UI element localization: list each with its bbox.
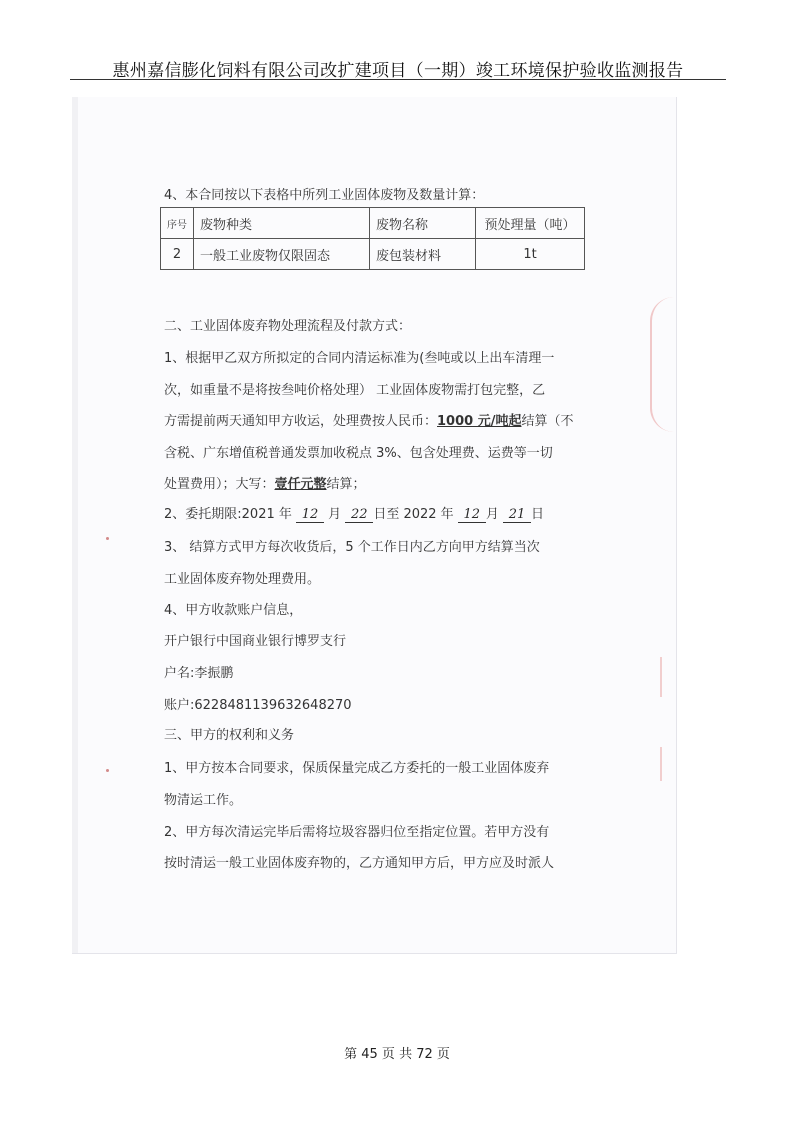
paragraph-line: 工业固体废弃物处理费用。: [164, 572, 321, 587]
paragraph-line: 物清运工作。: [164, 793, 243, 808]
price-text: 1000 元/吨起: [437, 414, 522, 429]
paragraph-line: 4、甲方收款账户信息，: [164, 603, 303, 618]
paragraph-line: [164, 473, 366, 492]
bank-name: 开户银行中国商业银行博罗支行: [164, 634, 347, 649]
paragraph-line: 1、根据甲乙双方所拟定的合同内清运标准为(叁吨或以上出车清理一: [164, 351, 555, 366]
red-seal-stamp-fragment: [660, 657, 676, 697]
table-cell: 1t: [476, 239, 585, 270]
red-seal-stamp-fragment: [660, 747, 676, 781]
clause-4-text: 4、本合同按以下表格中所列工业固体废物及数量计算：: [164, 188, 485, 203]
table-header-cell: 废物种类: [194, 208, 370, 239]
table-cell: 一般工业废物仅限固态: [194, 239, 370, 270]
paragraph-text: 处置费用）；大写：: [164, 477, 275, 492]
table-cell: 废包装材料: [370, 239, 476, 270]
contract-period-line: [164, 503, 544, 523]
paragraph-line: [164, 410, 574, 429]
section-3-title: 三、甲方的权利和义务: [164, 728, 295, 743]
table-cell: 2: [161, 239, 194, 270]
paragraph-line: 3、 结算方式甲方每次收货后，5 个工作日内乙方向甲方结算当次: [164, 540, 540, 555]
paragraph-line: 按时清运一般工业固体废弃物的，乙方通知甲方后，甲方应及时派人: [164, 856, 555, 871]
paragraph-line: 2、甲方每次清运完毕后需将垃圾容器归位至指定位置。若甲方没有: [164, 825, 550, 840]
account-number: 账户:6228481139632648270: [164, 698, 352, 713]
handwritten-day: 21: [503, 507, 531, 523]
account-name: 户名:李振鹏: [164, 666, 234, 681]
table-header-row: [161, 208, 585, 239]
scan-left-edge: [72, 97, 78, 953]
table-row: [161, 239, 585, 270]
scan-speck: [106, 537, 109, 540]
paragraph-text: 方需提前两天通知甲方收运，处理费按人民币：: [164, 414, 438, 429]
handwritten-day: 22: [345, 507, 373, 523]
paragraph-line: 1、甲方按本合同要求，保质保量完成乙方委托的一般工业固体废弃: [164, 761, 550, 776]
page-number: 第 45 页 共 72 页: [344, 1047, 450, 1062]
paragraph-text: 日至 2022 年: [373, 507, 454, 522]
paragraph-text: 2、委托期限:2021 年: [164, 507, 292, 522]
scan-speck: [106, 769, 109, 772]
paragraph-line: 含税、广东增值税普通发票加收税点 3%、包含处理费、运费等一切: [164, 446, 553, 461]
paragraph-text: 日: [530, 507, 544, 522]
section-2-title: 二、工业固体废弃物处理流程及付款方式：: [164, 319, 412, 334]
paragraph-line: 次，如重量不是将按叁吨价格处理） 工业固体废物需打包完整，乙: [164, 383, 546, 398]
red-seal-stamp-partial: [650, 297, 674, 432]
table-header-cell: 预处理量（吨）: [476, 208, 585, 239]
handwritten-month: 12: [296, 507, 324, 523]
table-header-cell: 序号: [161, 208, 194, 239]
report-header-title: 惠州嘉信膨化饲料有限公司改扩建项目（一期）竣工环境保护验收监测报告: [112, 61, 684, 81]
paragraph-text: 结算；: [326, 477, 366, 492]
table-header-cell: 废物名称: [370, 208, 476, 239]
amount-in-words: 壹仟元整: [274, 477, 327, 492]
paragraph-text: 结算（不: [521, 414, 574, 429]
waste-table: [160, 207, 585, 270]
handwritten-month: 12: [458, 507, 486, 523]
scanned-contract-page: [72, 97, 677, 954]
paragraph-text: 月: [328, 507, 342, 522]
paragraph-text: 月: [485, 507, 499, 522]
header-divider: [70, 79, 726, 80]
